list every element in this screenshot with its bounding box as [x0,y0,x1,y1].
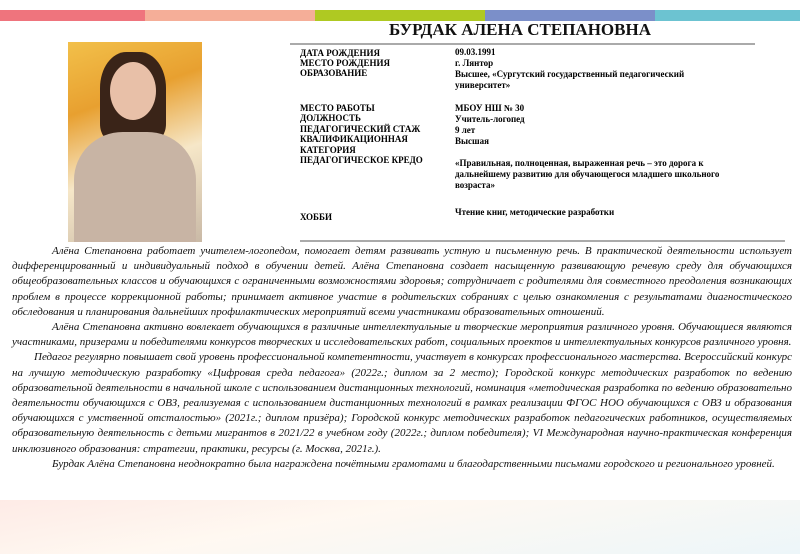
birth-place: г. Лянтор [455,58,494,68]
work-place: МБОУ НШ № 30 [455,103,525,113]
page-title: БУРДАК АЛЕНА СТЕПАНОВНА [388,20,651,39]
birth-date: 09.03.1991 [455,47,496,57]
birth-place-label: МЕСТО РОЖДЕНИЯ [300,58,390,68]
paragraph: Педагог регулярно повышает свой уровень профессиональной компетентности, участвует в конкурсах профессионального мастерства. Всероссийский конкурс на лучшую методическую разработку «Цифровая среда педагога» (2022г.; диплом за 2 место); Городской конкурс методических разработок по ведению образовательной деятельности в начальной школе с использованием дистанционных технологий, номинация «методическая разработка по ведению образовательно деятельности обучающихся с ОВЗ, реализуемая с использованием дистанционных технологий в рамках реализации ФГОС НОО обучающихся с ОВЗ и образования обучающихся с умственной отсталостью» (2021г.; диплом призёра); Городской конкурс методических разработок педагогических работников, осуществляемых образовательную деятельность с детьми мигрантов в 2021/22 в учебном году (2022г.; диплом победителя); VI Международная научно-практическая конференция инклюзивного образования: стратегии, практики, ресурсы (г. Москва, 2021г.). [12,351,792,455]
experience-label: ПЕДАГОГИЧЕСКИЙ СТАЖ [300,124,421,134]
info-divider [300,240,785,242]
paragraph: Алёна Степановна активно вовлекает обучающихся в различные интеллектуальные и творческие мероприятия различного уровня. Обучающиеся являются участниками, призерами и победителями конкурсов творческих и исследовательских работ, социальных проектов и интеллектуальных конкурсов различного уровня. [12,321,792,349]
color-bar-2 [145,10,315,21]
position-label: ДОЛЖНОСТЬ [300,113,361,123]
title-divider [290,43,755,45]
paragraph: Бурдак Алёна Степановна неоднократно была награждена почётными грамотами и благодарственными письмами городского и регионального уровней. [52,457,775,470]
education-label: ОБРАЗОВАНИЕ [300,68,368,78]
biography-text [12,244,792,472]
color-bar-1 [0,10,145,21]
category: Высшая [455,136,489,146]
position: Учитель-логопед [455,114,525,124]
hobby: Чтение книг, методические разработки [455,207,615,217]
experience: 9 лет [455,125,476,135]
paragraph: Алёна Степановна работает учителем-логопедом, помогает детям развивать устную и письменную речь. В практической деятельности использует дифференцированный и индивидуальный подход в обучении детей. Алёна Степановна создает насыщенную развивающую речевую среду для обучающихся общеобразовательных классов и обучающихся с ограниченными возможностями здоровья; сотрудничает с родителями для совместного преодоления возникающих проблем в процессе коррекционной работы; принимает активное участие в родительских собраниях с целью ознакомления с результатами диагностического обследования и планирования дальнейших профилактических мероприятий всеми участниками образовательных отношений. [12,245,792,318]
background-decoration [0,500,800,554]
hobby-label: ХОББИ [300,212,332,222]
credo-label: ПЕДАГОГИЧЕСКОЕ КРЕДО [300,155,423,165]
birth-date-label: ДАТА РОЖДЕНИЯ [300,48,381,58]
work-label: МЕСТО РАБОТЫ [300,103,375,113]
portrait-photo [68,42,202,242]
education: Высшее, «Сургутский государственный педагогический университет» [455,69,685,90]
credo: «Правильная, полноценная, выраженная речь – это дорога к дальнейшему развитию для обучающегося младшего школьного возраста» [455,158,720,190]
category-label: КВАЛИФИКАЦИОННАЯ КАТЕГОРИЯ [300,134,408,155]
